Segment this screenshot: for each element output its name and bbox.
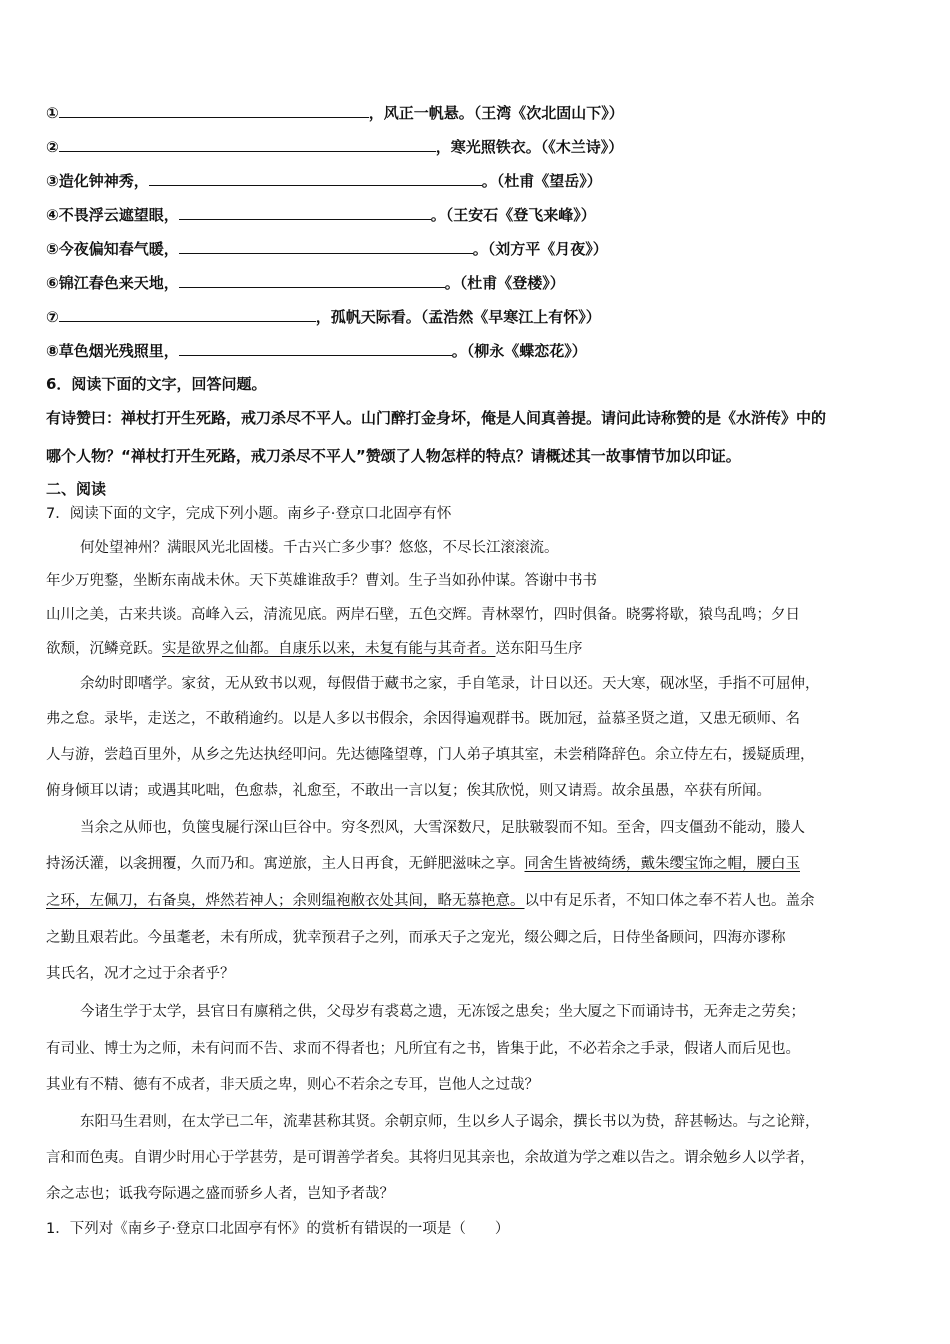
fill-in-item-5 — [46, 238, 608, 259]
prose-line: 之勤且艰若此。今虽耄老，未有所成，犹幸预君子之列，而承天子之宠光，缀公卿之后，日侍坐备顾问，四海亦谬称 — [46, 930, 786, 946]
question-6-body-line: 哪个人物？“禅杖打开生死路，戒刀杀尽不平人”赞颂了人物怎样的特点？请概述其一故事情节加以印证。 — [46, 447, 741, 465]
prose-line: 弗之怠。录毕，走送之，不敢稍逾约。以是人多以书假余，余因得遍观群书。既加冠，益慕圣贤之道，又患无硕师、名 — [46, 711, 800, 727]
prose-line: 今诸生学于太学，县官日有廪稍之供，父母岁有裘葛之遗，无冻馁之患矣；坐大厦之下而诵诗书，无奔走之劳矣； — [80, 1004, 805, 1020]
answer-blank[interactable] — [59, 102, 369, 118]
item-prefix: 今夜偏知春气暖， — [58, 240, 179, 258]
fill-in-item-3 — [46, 170, 602, 191]
sub-question-1: 1．下列对《南乡子·登京口北固亭有怀》的赏析有错误的一项是（ ） — [46, 1221, 510, 1237]
prose-line — [46, 891, 815, 911]
item-suffix: ，寒光照铁衣。（《木兰诗》） — [435, 138, 624, 156]
question-6-heading: 6．阅读下面的文字，回答问题。 — [46, 375, 267, 393]
underlined-sentence: 之环，左佩刀，右备臭，烨然若神人；余则缊袍敝衣处其间，略无慕艳意。 — [46, 893, 525, 909]
prose-line: 言和而色夷。自谓少时用心于学甚劳，是可谓善学者矣。其将归见其亲也，余故道为学之难以告之。谓余勉乡人以学者， — [46, 1150, 815, 1166]
question-7-heading: 7．阅读下面的文字，完成下列小题。南乡子·登京口北固亭有怀 — [46, 506, 452, 522]
answer-blank[interactable] — [179, 204, 431, 220]
item-marker: ⑤ — [46, 240, 59, 258]
prose-line: 余之志也；诋我夸际遇之盛而骄乡人者，岂知予者哉？ — [46, 1186, 394, 1202]
prose-line: 其氏名，况才之过于余者乎？ — [46, 966, 235, 982]
prose-line: 余幼时即嗜学。家贫，无从致书以观，每假借于藏书之家，手自笔录，计日以还。天大寒，砚冰坚，手指不可屈伸， — [80, 676, 820, 692]
section-2-heading: 二、阅读 — [46, 480, 107, 498]
fill-in-item-4 — [46, 204, 596, 225]
item-marker: ③ — [46, 172, 59, 190]
answer-blank[interactable] — [179, 340, 452, 356]
item-suffix: 。（柳永《蝶恋花》） — [451, 342, 587, 360]
prose-line: 有司业、博士为之师，未有问而不告、求而不得者也；凡所宜有之书，皆集于此，不必若余之手录，假诸人而后见也。 — [46, 1041, 800, 1057]
prose-text: 欲颓，沉鳞竞跃。 — [46, 641, 162, 657]
item-suffix: 。（杜甫《望岳》） — [481, 172, 602, 190]
answer-blank[interactable] — [179, 238, 473, 254]
prose-text: 持汤沃灌，以衾拥覆，久而乃和。寓逆旅，主人日再食，无鲜肥滋味之享。 — [46, 856, 525, 872]
prose-line — [46, 639, 583, 659]
item-marker: ④ — [46, 206, 59, 224]
poem-line: 年少万兜鍪，坐断东南战未休。天下英雄谁敌手？曹刘。生子当如孙仲谋。答谢中书书 — [46, 573, 597, 589]
item-marker: ⑥ — [46, 274, 59, 292]
question-6-body-line: 有诗赞曰：禅杖打开生死路，戒刀杀尽不平人。山门醉打金身坏，俺是人间真善提。请问此诗称赞的是《水浒传》中的 — [46, 409, 827, 427]
prose-line: 人与游，尝趋百里外，从乡之先达执经叩问。先达德隆望尊，门人弟子填其室，未尝稍降辞色。余立侍左右，援疑质理， — [46, 747, 815, 763]
prose-line: 山川之美，古来共谈。高峰入云，清流见底。两岸石壁，五色交辉。青林翠竹，四时俱备。晓雾将歇，猿鸟乱鸣；夕日 — [46, 607, 800, 623]
item-prefix: 草色烟光残照里， — [58, 342, 179, 360]
fill-in-item-8 — [46, 340, 587, 361]
fill-in-item-2 — [46, 136, 623, 157]
underlined-sentence: 实是欲界之仙都。自康乐以来，未复有能与其奇者。 — [162, 641, 496, 657]
item-suffix: ，风正一帆悬。（王湾《次北固山下》） — [368, 104, 624, 122]
item-marker: ⑦ — [46, 308, 59, 326]
answer-blank[interactable] — [149, 170, 482, 186]
item-suffix: 。（刘方平《月夜》） — [472, 240, 608, 258]
prose-line: 俯身倾耳以请；或遇其叱咄，色愈恭，礼愈至，不敢出一言以复；俟其欣悦，则又请焉。故余虽愚，卒获有所闻。 — [46, 783, 771, 799]
item-suffix: 。（王安石《登飞来峰》） — [430, 206, 596, 224]
item-marker: ① — [46, 104, 59, 122]
fill-in-item-6 — [46, 272, 565, 293]
item-prefix: 不畏浮云遮望眼， — [58, 206, 179, 224]
answer-blank[interactable] — [59, 306, 316, 322]
prose-line — [46, 854, 800, 874]
prose-text: 送东阳马生序 — [495, 641, 583, 657]
item-suffix: 。（杜甫《登楼》） — [444, 274, 565, 292]
fill-in-item-7 — [46, 306, 601, 327]
item-prefix: 锦江春色来天地， — [58, 274, 179, 292]
poem-line: 何处望神州？满眼风光北固楼。千古兴亡多少事？悠悠，不尽长江滚滚流。 — [80, 540, 559, 556]
underlined-sentence: 同舍生皆被绮绣，戴朱缨宝饰之帽，腰白玉 — [524, 856, 800, 872]
prose-line: 其业有不精、德有不成者，非天质之卑，则心不若余之专耳，岂他人之过哉？ — [46, 1077, 539, 1093]
item-marker: ② — [46, 138, 59, 156]
item-prefix: 造化钟神秀， — [58, 172, 149, 190]
prose-line: 东阳马生君则，在太学已二年，流辈甚称其贤。余朝京师，生以乡人子谒余，撰长书以为贽，辞甚畅达。与之论辩， — [80, 1114, 820, 1130]
prose-text: 以中有足乐者，不知口体之奉不若人也。盖余 — [524, 893, 815, 909]
item-marker: ⑧ — [46, 342, 59, 360]
answer-blank[interactable] — [179, 272, 445, 288]
fill-in-item-1 — [46, 102, 624, 123]
prose-line: 当余之从师也，负箧曳屣行深山巨谷中。穷冬烈风，大雪深数尺，足肤皲裂而不知。至舍，四支僵劲不能动，媵人 — [80, 820, 805, 836]
answer-blank[interactable] — [59, 136, 436, 152]
item-suffix: ，孤帆天际看。（孟浩然《早寒江上有怀》） — [315, 308, 601, 326]
